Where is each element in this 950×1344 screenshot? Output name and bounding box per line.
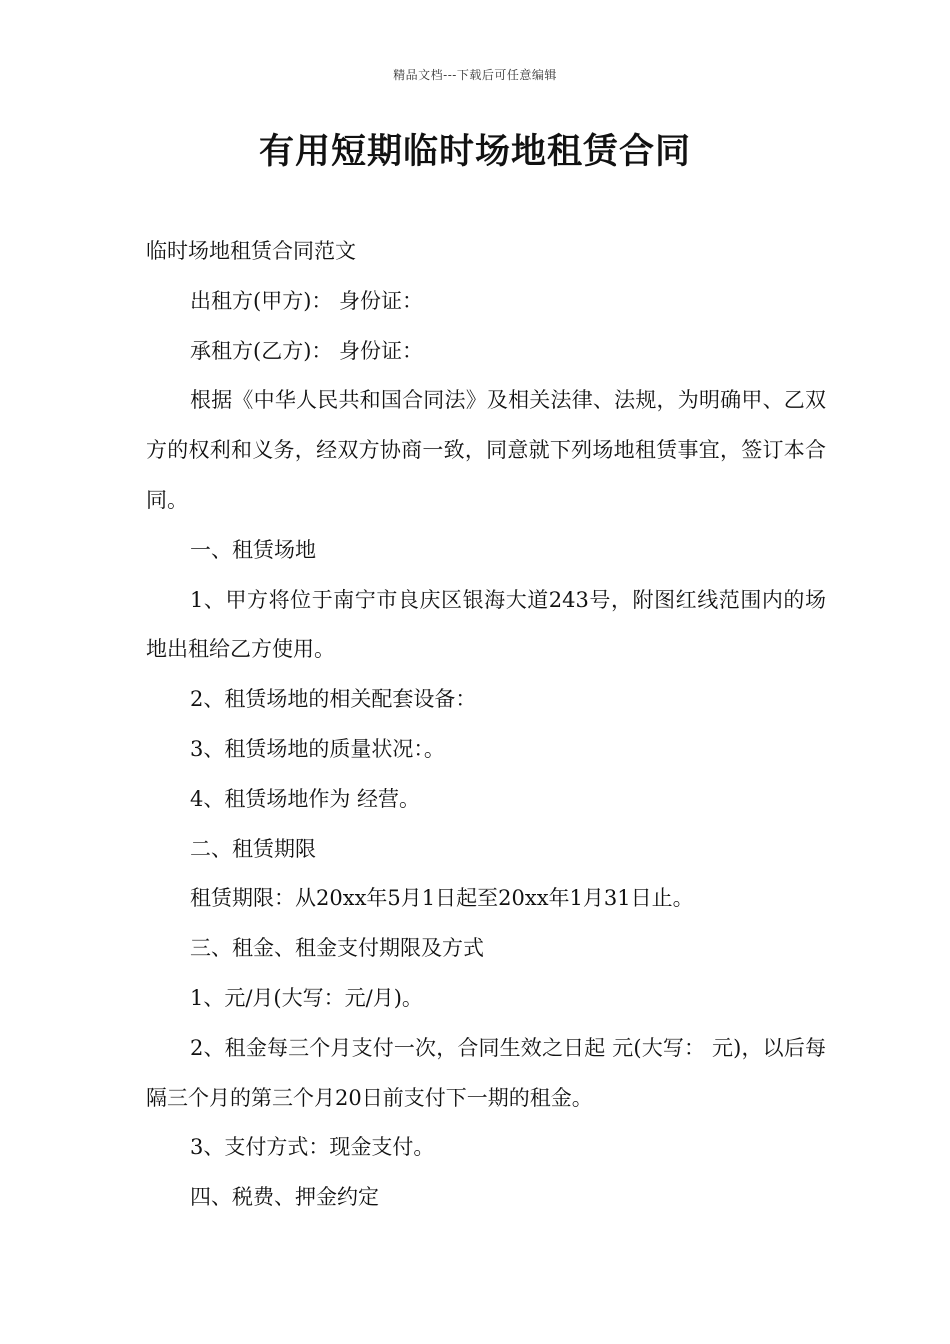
header-note: 精品文档---下载后可任意编辑 <box>393 68 557 82</box>
section-heading-3: 三、租金、租金支付期限及方式 <box>190 936 484 961</box>
clause-1-1: 1、甲方将位于南宁市良庆区银海大道243号，附图红线范围内的场地出租给乙方使用。 <box>146 587 826 662</box>
clause-3-1: 1、元/月(大写：元/月)。 <box>190 985 423 1010</box>
document-title: 有用短期临时场地租赁合同 <box>258 132 691 172</box>
clause-3-2: 2、租金每三个月支付一次，合同生效之日起 元(大写： 元)，以后每隔三个月的第三个月20日前支付下一期的租金。 <box>146 1035 826 1110</box>
preamble-paragraph: 根据《中华人民共和国合同法》及相关法律、法规，为明确甲、乙双方的权利和义务，经双方协商一致，同意就下列场地租赁事宜，签订本合同。 <box>146 388 826 512</box>
section-heading-2: 二、租赁期限 <box>190 836 316 861</box>
lessor-line: 出租方(甲方)： 身份证： <box>190 288 424 313</box>
clause-1-3: 3、租赁场地的质量状况：。 <box>190 736 445 761</box>
clause-2-term: 租赁期限：从20xx年5月1日起至20xx年1月31日止。 <box>190 886 694 911</box>
clause-1-4: 4、租赁场地作为 经营。 <box>190 786 421 811</box>
section-heading-4: 四、税费、押金约定 <box>190 1185 379 1210</box>
clause-3-3: 3、支付方式：现金支付。 <box>190 1135 435 1160</box>
lessee-line: 承租方(乙方)： 身份证： <box>190 338 424 363</box>
subtitle-paragraph: 临时场地租赁合同范文 <box>146 239 356 263</box>
document-body <box>146 227 826 1223</box>
section-heading-1: 一、租赁场地 <box>190 537 316 562</box>
clause-1-2: 2、租赁场地的相关配套设备： <box>190 687 477 712</box>
